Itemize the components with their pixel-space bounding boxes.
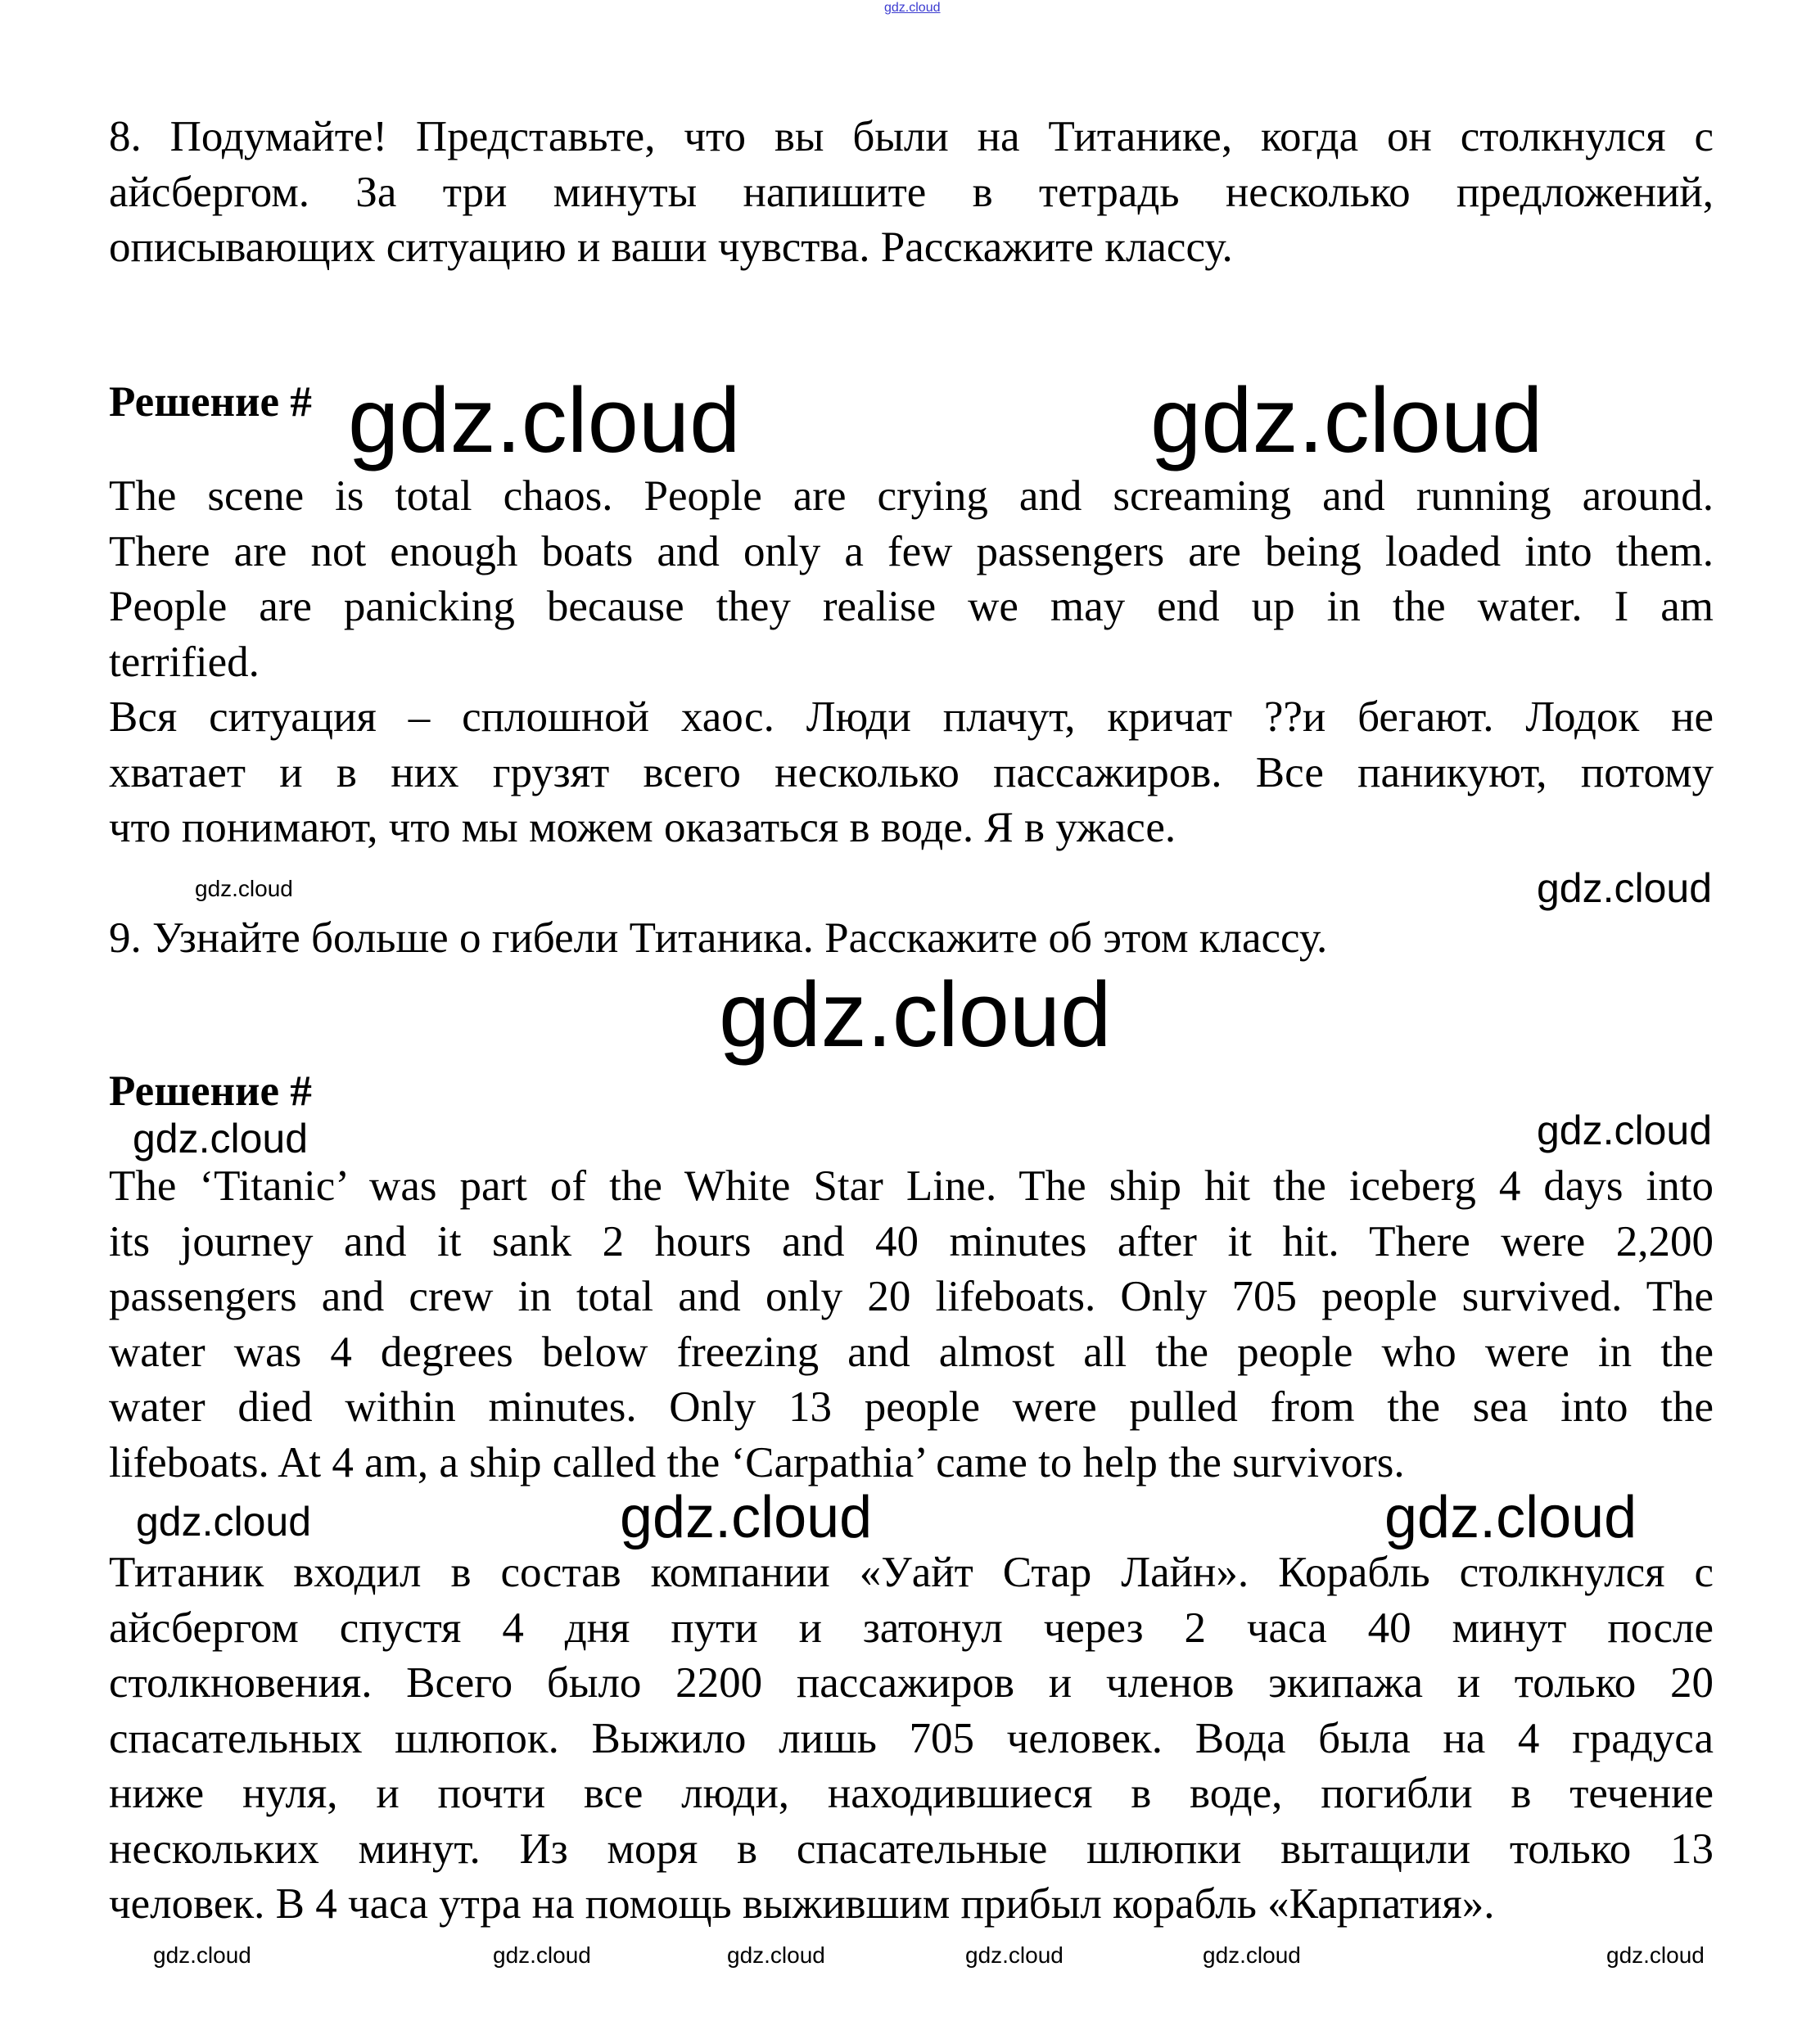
task8-answer-english xyxy=(109,469,1714,690)
text-line: айсбергом. За три минуты напишите в тетрадь несколько предложений, xyxy=(109,168,1714,216)
text-line: нескольких минут. Из моря в спасательные шлюпки вытащили только 13 xyxy=(109,1825,1714,1873)
text-line: Вся ситуация – сплошной хаос. Люди плачут, кричат ??и бегают. Лодок не xyxy=(109,693,1714,741)
text-line: There are not enough boats and only a few passengers are being loaded into them. xyxy=(109,527,1714,575)
text-line: water died within minutes. Only 13 people were pulled from the sea into the xyxy=(109,1383,1714,1431)
watermark: gdz.cloud xyxy=(1150,369,1543,471)
text-line: хватает и в них грузят всего несколько пассажиров. Все паникуют, потому xyxy=(109,748,1714,796)
watermark: gdz.cloud xyxy=(1537,1107,1713,1153)
watermark: gdz.cloud xyxy=(965,1942,1064,1968)
task9-answer-english xyxy=(109,1159,1714,1491)
watermark: gdz.cloud xyxy=(719,963,1112,1066)
text-line: lifeboats. At 4 am, a ship called the ‘Carpathia’ came to help the survivors. xyxy=(109,1438,1405,1486)
text-line: столкновения. Всего было 2200 пассажиров и членов экипажа и только 20 xyxy=(109,1659,1714,1707)
watermark: gdz.cloud xyxy=(195,876,293,901)
watermark: gdz.cloud xyxy=(348,369,741,471)
watermark: gdz.cloud xyxy=(1606,1942,1705,1968)
text-line: ниже нуля, и почти все люди, находившиеся в воде, погибли в течение xyxy=(109,1770,1714,1817)
solution-heading: Решение # xyxy=(109,378,312,426)
text-line: Титаник входил в состав компании «Уайт Стар Лайн». Корабль столкнулся с xyxy=(109,1549,1714,1596)
task8-answer-russian xyxy=(109,690,1714,856)
text-line: 9. Узнайте больше о гибели Титаника. Расскажите об этом классу. xyxy=(109,914,1328,962)
text-line: 8. Подумайте! Представьте, что вы были на Титанике, когда он столкнулся с xyxy=(109,113,1714,160)
watermark: gdz.cloud xyxy=(153,1942,251,1968)
watermark: gdz.cloud xyxy=(133,1116,309,1162)
watermark: gdz.cloud xyxy=(620,1485,873,1550)
watermark: gdz.cloud xyxy=(1203,1942,1301,1968)
text-line: The ‘Titanic’ was part of the White Star Line. The ship hit the iceberg 4 days into xyxy=(109,1162,1714,1210)
watermark: gdz.cloud xyxy=(136,1499,312,1545)
text-line: что понимают, что мы можем оказаться в воде. Я в ужасе. xyxy=(109,804,1176,851)
watermark: gdz.cloud xyxy=(493,1942,591,1968)
text-line: its journey and it sank 2 hours and 40 minutes after it hit. There were 2,200 xyxy=(109,1217,1714,1265)
text-line: passengers and crew in total and only 20 lifeboats. Only 705 people survived. The xyxy=(109,1273,1714,1320)
text-line: People are panicking because they realise we may end up in the water. I am xyxy=(109,583,1714,630)
text-line: water was 4 degrees below freezing and almost all the people who were in the xyxy=(109,1328,1714,1376)
solution-heading: Решение # xyxy=(109,1067,312,1115)
text-line: terrified. xyxy=(109,638,260,686)
text-line: айсбергом спустя 4 дня пути и затонул через 2 часа 40 минут после xyxy=(109,1604,1714,1652)
task9-answer-russian xyxy=(109,1545,1714,1933)
watermark: gdz.cloud xyxy=(1384,1485,1637,1550)
header-watermark-link[interactable]: gdz.cloud xyxy=(884,1,941,15)
task9-question xyxy=(109,911,1714,967)
task8-question xyxy=(109,110,1714,276)
text-line: описывающих ситуацию и ваши чувства. Расскажите классу. xyxy=(109,223,1233,271)
watermark: gdz.cloud xyxy=(1537,865,1713,911)
text-line: человек. В 4 часа утра на помощь выжившим прибыл корабль «Карпатия». xyxy=(109,1880,1495,1928)
text-line: спасательных шлюпок. Выжило лишь 705 человек. Вода была на 4 градуса xyxy=(109,1714,1714,1762)
watermark: gdz.cloud xyxy=(727,1942,825,1968)
text-line: The scene is total chaos. People are crying and screaming and running around. xyxy=(109,472,1714,520)
